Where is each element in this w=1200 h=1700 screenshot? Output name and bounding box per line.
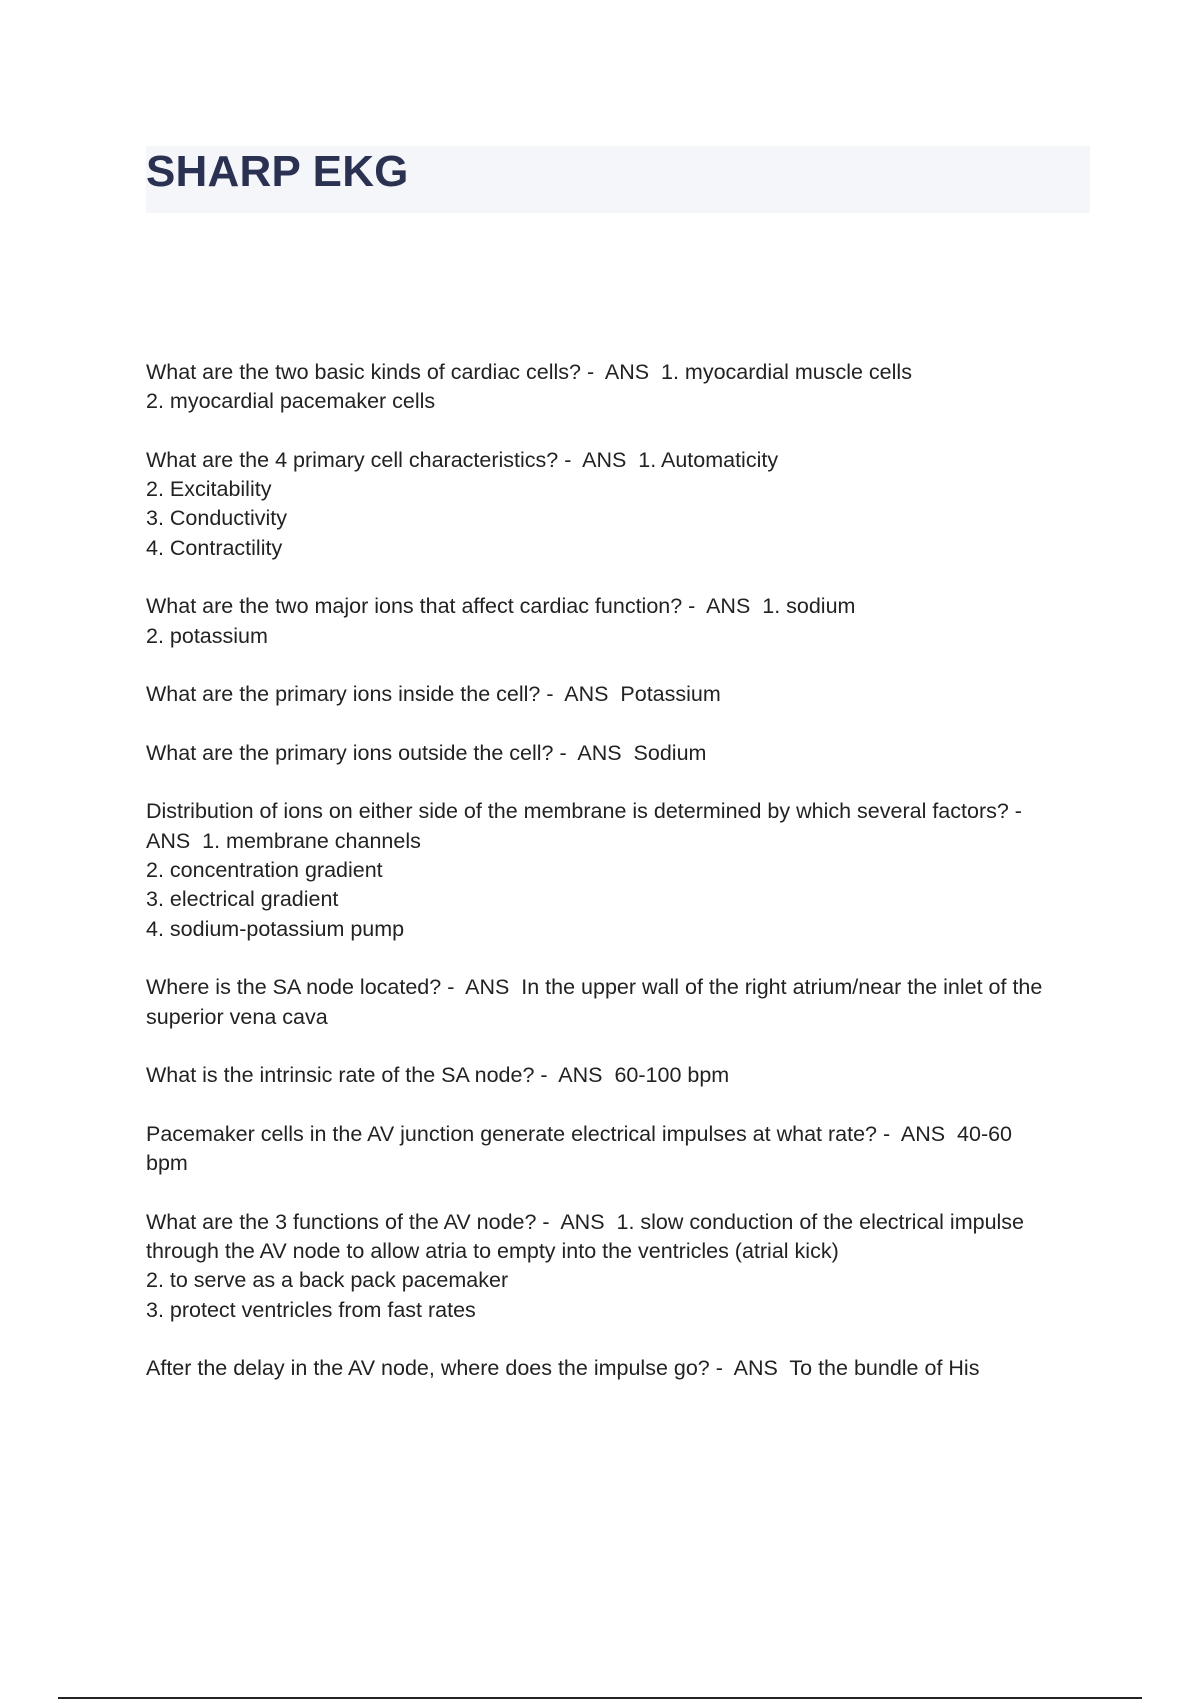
qa-line: 2. to serve as a back pack pacemaker [146, 1268, 509, 1293]
qa-line: What is the intrinsic rate of the SA node? - ANS 60-100 bpm [146, 1063, 730, 1088]
qa-line: Distribution of ions on either side of the membrane is determined by which several factors? - [146, 799, 1022, 824]
qa-line: What are the 3 functions of the AV node? - ANS 1. slow conduction of the electrical impulse [146, 1209, 1025, 1234]
qa-line: 4. Contractility [146, 535, 283, 560]
footer-divider [58, 1697, 1142, 1699]
document-body [146, 358, 1090, 1413]
qa-line: superior vena cava [146, 1004, 328, 1029]
qa-line: 3. Conductivity [146, 506, 288, 531]
qa-line: 2. myocardial pacemaker cells [146, 389, 436, 414]
qa-entry [146, 680, 1090, 709]
qa-line: What are the two basic kinds of cardiac cells? - ANS 1. myocardial muscle cells [146, 360, 912, 384]
qa-entry [146, 358, 1090, 417]
qa-line: Pacemaker cells in the AV junction generate electrical impulses at what rate? - ANS 40-60 [146, 1121, 1013, 1146]
qa-line: 2. concentration gradient [146, 858, 383, 883]
qa-line: 2. potassium [146, 623, 268, 648]
qa-line: ANS 1. membrane channels [146, 828, 421, 853]
qa-line: bpm [146, 1151, 188, 1176]
qa-entry [146, 592, 1090, 651]
qa-entry [146, 1061, 1090, 1090]
qa-entry [146, 739, 1090, 768]
qa-entry [146, 1354, 1090, 1383]
qa-line: After the delay in the AV node, where does the impulse go? - ANS To the bundle of His [146, 1356, 980, 1381]
qa-line: 3. electrical gradient [146, 887, 339, 912]
qa-entry [146, 1120, 1090, 1179]
qa-entry [146, 797, 1090, 943]
qa-line: 4. sodium-potassium pump [146, 916, 405, 941]
qa-line: 2. Excitability [146, 477, 272, 502]
qa-line: 3. protect ventricles from fast rates [146, 1297, 476, 1322]
qa-line: What are the 4 primary cell characteristics? - ANS 1. Automaticity [146, 447, 779, 472]
qa-line: Where is the SA node located? - ANS In the upper wall of the right atrium/near the inlet of the [146, 975, 1043, 1000]
qa-entry [146, 1208, 1090, 1325]
document-title: SHARP EKG [146, 147, 409, 196]
qa-line: What are the two major ions that affect cardiac function? - ANS 1. sodium [146, 594, 856, 619]
qa-entry [146, 446, 1090, 563]
qa-entry [146, 973, 1090, 1032]
qa-line: What are the primary ions inside the cell? - ANS Potassium [146, 682, 721, 707]
qa-line: What are the primary ions outside the cell? - ANS Sodium [146, 740, 707, 765]
qa-line: through the AV node to allow atria to empty into the ventricles (atrial kick) [146, 1238, 839, 1263]
